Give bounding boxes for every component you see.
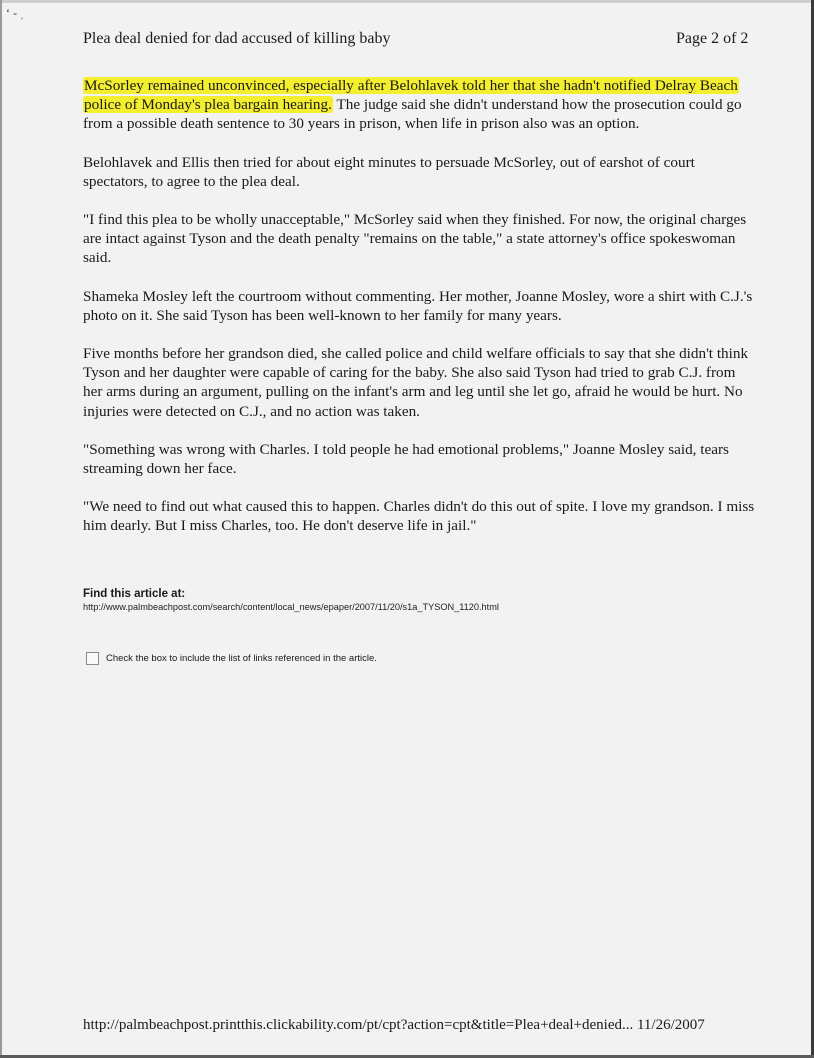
article-paragraph: Five months before her grandson died, she called police and child welfare officials to say that she didn't think Tyson and her daughter were capable of caring for the baby. She also said Tyson had tried to grab C.J. from her arms during an argument, pulling on the infant's arm and leg until she let go, afraid he would be hurt. No injuries were detected on C.J., and no action was taken. (83, 345, 749, 420)
article-paragraph: Shameka Mosley left the courtroom without commenting. Her mother, Joanne Mosley, wore a shirt with C.J.'s photo on it. She said Tyson has been well-known to her family for many years. (83, 287, 753, 324)
article-paragraph: "We need to find out what caused this to happen. Charles didn't do this out of spite. I love my grandson. I miss him dearly. But I miss Charles, too. He don't deserve life in jail." (83, 498, 755, 535)
page-title: Plea deal denied for dad accused of killing baby (83, 30, 391, 47)
include-links-label: Check the box to include the list of links referenced in the article. (106, 653, 377, 664)
article-paragraph (83, 76, 755, 134)
article-url-link[interactable]: http://www.palmbeachpost.com/search/content/local_news/epaper/2007/11/20/s1a_TYSON_1120.html (83, 602, 499, 612)
article-body (83, 76, 755, 555)
find-article-block (83, 588, 499, 613)
paragraph-text: The judge said she didn't understand how the prosecution could go from a possible death sentence to 30 years in prison, when life in prison also was an option. (83, 96, 742, 133)
find-article-label: Find this article at: (83, 588, 186, 600)
article-paragraph: Belohlavek and Ellis then tried for about eight minutes to persuade McSorley, out of earshot of court spectators, to agree to the plea deal. (83, 153, 695, 190)
article-paragraph: "I find this plea to be wholly unacceptable," McSorley said when they finished. For now, the original charges are intact against Tyson and the death penalty "remains on the table," a state attorney's office spokeswoman said. (83, 211, 747, 267)
include-links-checkbox[interactable] (86, 652, 99, 665)
footer-url: http://palmbeachpost.printthis.clickability.com/pt/cpt?action=cpt&title=Plea+deal+denied... 11/26/2007 (83, 1017, 705, 1033)
scan-edge-left (0, 0, 2, 1058)
include-links-row (86, 652, 377, 665)
highlighted-text: McSorley remained unconvinced, especially after Belohlavek told her that she hadn't notified Delray Beach police of Monday's plea bargain hearing. (84, 77, 738, 114)
page-number: Page 2 of 2 (676, 30, 749, 47)
article-paragraph: "Something was wrong with Charles. I told people he had emotional problems," Joanne Mosley said, tears streaming down her face. (83, 440, 729, 478)
scan-mark: ʻ - ˌ (6, 6, 24, 20)
scan-edge-top (0, 0, 814, 3)
